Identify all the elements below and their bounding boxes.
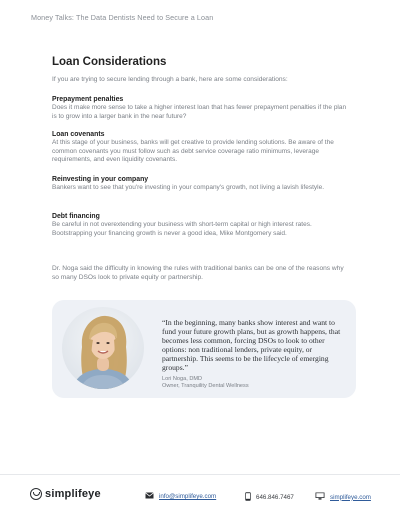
- consideration-heading: Prepayment penalties: [52, 96, 124, 103]
- consideration-reinvesting: [52, 176, 352, 193]
- consideration-heading: Reinvesting in your company: [52, 176, 149, 183]
- document-header-title: Money Talks: The Data Dentists Need to Secure a Loan: [31, 13, 214, 22]
- email-link[interactable]: info@simplifeye.com: [159, 493, 217, 500]
- body-paragraph: Dr. Noga said the difficulty in knowing the rules with traditional banks can be one of the reasons why so many DSOs look to private equity or partnership.: [52, 265, 344, 281]
- brand-name: simplifeye: [45, 488, 101, 500]
- consideration-body: Bankers want to see that you're investing in your company's growth, not living a lavish lifestyle.: [52, 184, 325, 192]
- consideration-body: Does it make more sense to take a higher interest loan that has fewer prepayment penalties if the plan is to grow into a larger bank in the near future?: [52, 104, 347, 120]
- quote-author-title: Owner, Tranquility Dental Wellness: [162, 383, 249, 390]
- footer-website: [315, 492, 371, 502]
- envelope-icon: [145, 492, 154, 501]
- monitor-icon: [315, 492, 325, 502]
- quote-author-name: Lori Noga, DMD: [162, 376, 203, 382]
- simplifeye-logo-icon: [30, 488, 42, 500]
- footer-divider: [0, 474, 400, 475]
- quote-author: [162, 376, 249, 390]
- author-portrait: [62, 307, 144, 389]
- quote-text: “In the beginning, many banks show interest and want to fund your future growth plans, but as growth happens, that becomes less common, forcing DSOs to look to other options: non traditional lenders, private equity, or partnership. This seems to be the lifecycle of emerging groups.”: [162, 318, 341, 373]
- consideration-loan-covenants: [52, 131, 352, 165]
- consideration-prepayment-penalties: [52, 96, 352, 121]
- section-title: Loan Considerations: [52, 56, 167, 68]
- consideration-body: At this stage of your business, banks will get creative to provide lending solutions. Be aware of the common covenants you must follow such as debt service coverage ratio minimums, leverage requirements, and even liquidity covenants.: [52, 139, 334, 164]
- consideration-heading: Debt financing: [52, 213, 100, 220]
- phone-number: 646.846.7467: [256, 494, 294, 501]
- consideration-body: Be careful in not overextending your business with short-term capital or high interest rates. Bootstrapping your financing growth is never a good idea, Mike Montgomery said.: [52, 221, 312, 237]
- consideration-debt-financing: [52, 213, 352, 238]
- brand-logo: [30, 488, 101, 500]
- section-intro: If you are trying to secure lending through a bank, here are some considerations:: [52, 76, 288, 83]
- footer-phone: [245, 492, 294, 503]
- consideration-heading: Loan covenants: [52, 131, 105, 138]
- website-link[interactable]: simplifeye.com: [330, 493, 371, 501]
- phone-icon: [245, 492, 251, 503]
- footer-email: [145, 492, 216, 501]
- footer: [0, 482, 400, 512]
